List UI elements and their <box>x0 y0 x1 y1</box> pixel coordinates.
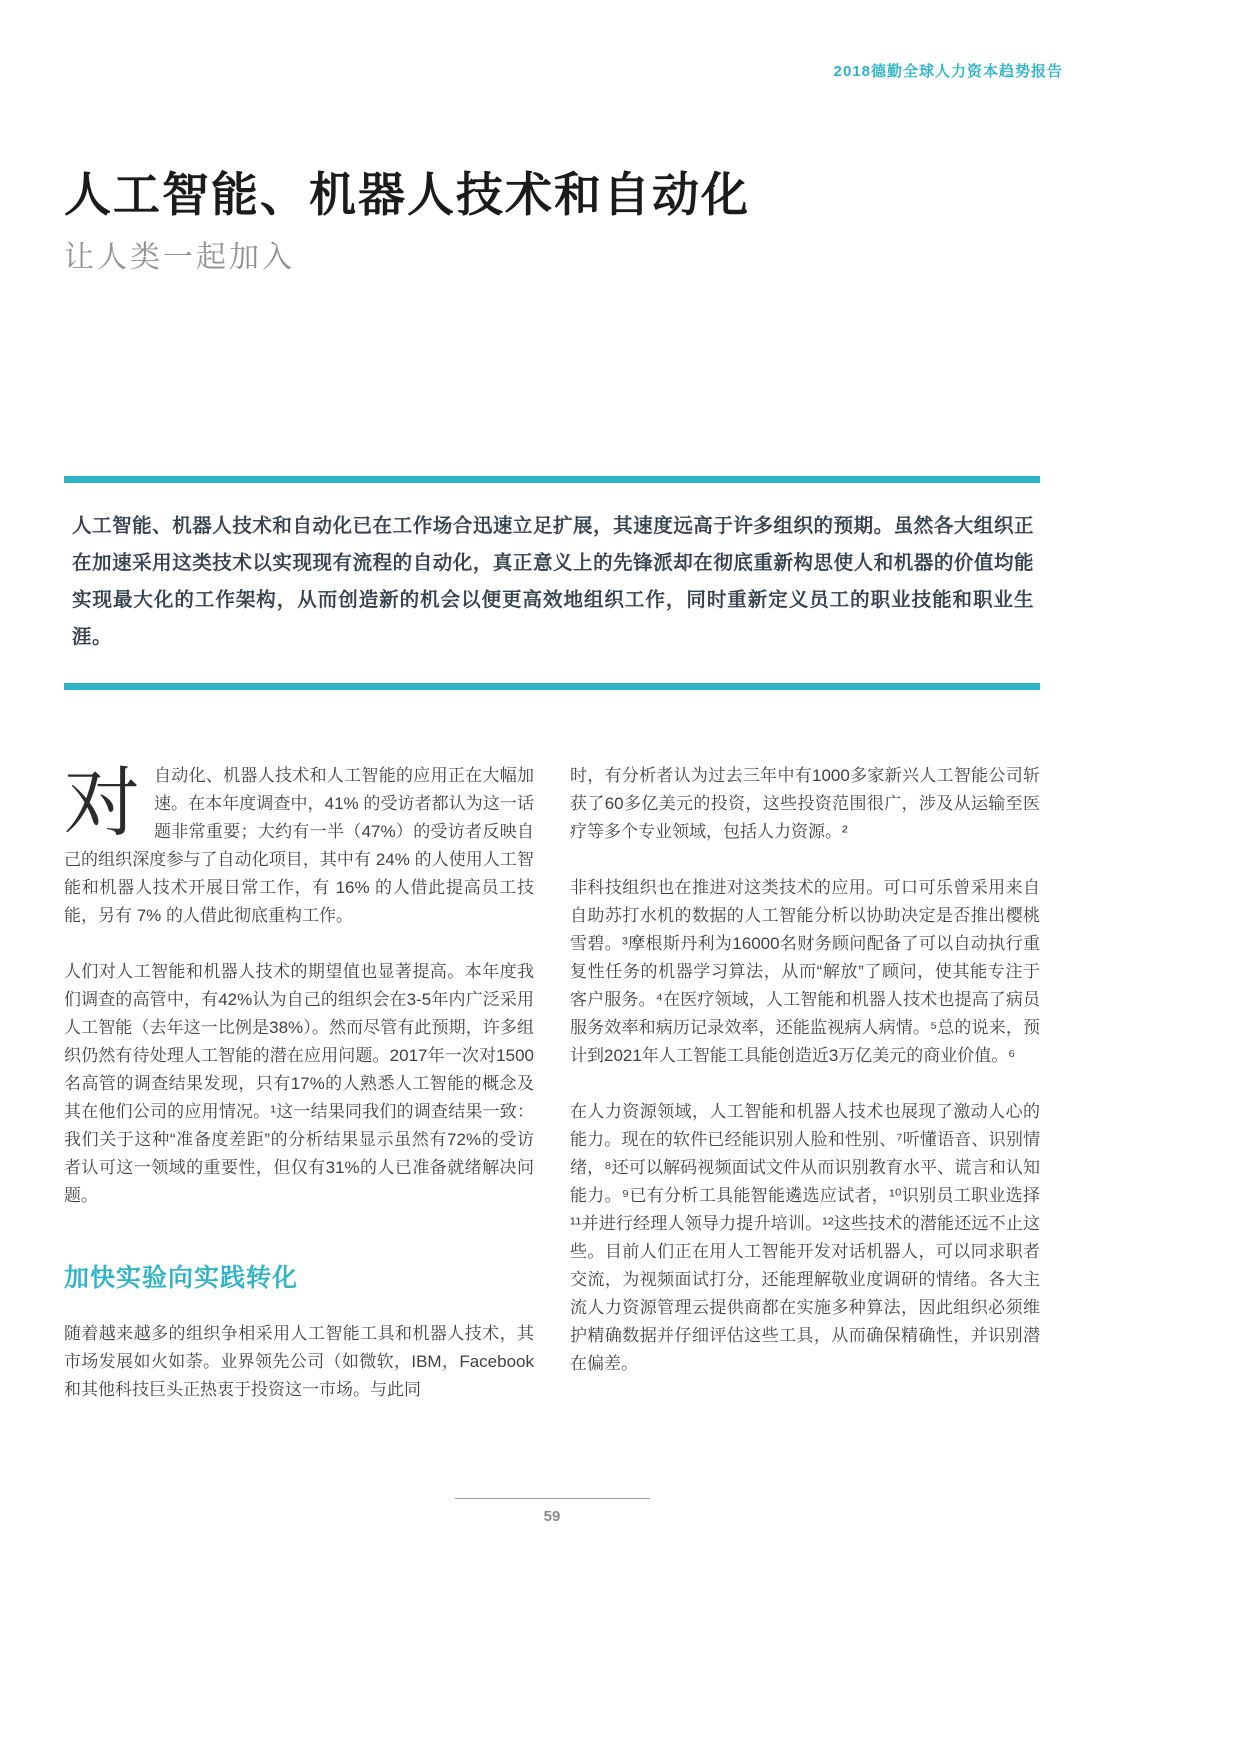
body-columns <box>64 762 1040 1432</box>
paragraph: 时，有分析者认为过去三年中有1000多家新兴人工智能公司斩获了60多亿美元的投资，这些投资范围很广，涉及从运输至医疗等多个专业领域，包括人力资源。² <box>570 766 1040 841</box>
paragraph: 人们对人工智能和机器人技术的期望值也显著提高。本年度我们调查的高管中，有42%认为自己的组织会在3-5年内广泛采用人工智能（去年这一比例是38%）。然而尽管有此预期，许多组织仍然有待处理人工智能的潜在应用问题。2017年一次对1500名高管的调查结果发现，只有17%的人熟悉人工智能的概念及其在他们公司的应用情况。¹这一结果同我们的调查结果一致：我们关于这种“准备度差距”的分析结果显示虽然有72%的受访者认可这一领域的重要性，但仅有31%的人已准备就绪解决问题。 <box>64 962 534 1205</box>
paragraph-intro-text: 自动化、机器人技术和人工智能的应用正在大幅加速。在本年度调查中，41% 的受访者都认为这一话题非常重要；大约有一半（47%）的受访者反映自己的组织深度参与了自动化项目，其中有 24% 的人使用人工智能和机器人技术开展日常工作，有 16% 的人借此提高员工技能，另有 7% 的人借此彻底重构工作。 <box>64 766 534 925</box>
footer-rule <box>455 1498 650 1499</box>
page-title: 人工智能、机器人技术和自动化 <box>64 168 750 221</box>
summary-block <box>64 476 1040 690</box>
paragraph-intro <box>64 762 534 930</box>
section-heading: 加快实验向实践转化 <box>64 1264 299 1292</box>
summary-text: 人工智能、机器人技术和自动化已在工作场合迅速立足扩展，其速度远高于许多组织的预期。虽然各大组织正在加速采用这类技术以实现现有流程的自动化，真正意义上的先锋派却在彻底重新构思使人和机器的价值均能实现最大化的工作架构，从而创造新的机会以便更高效地组织工作，同时重新定义员工的职业技能和职业生涯。 <box>72 515 1034 648</box>
page-subtitle: 让人类一起加入 <box>64 241 295 274</box>
page-number: 59 <box>543 1508 561 1525</box>
paragraph: 在人力资源领域，人工智能和机器人技术也展现了激动人心的能力。现在的软件已经能识别人脸和性别、⁷听懂语音、识别情绪，⁸还可以解码视频面试文件从而识别教育水平、谎言和认知能力。⁹已有分析工具能智能遴选应试者，¹⁰识别员工职业选择¹¹并进行经理人领导力提升培训。¹²这些技术的潜能还远不止这些。目前人们正在用人工智能开发对话机器人，可以同求职者交流，为视频面试打分，还能理解敬业度调研的情绪。各大主流人力资源管理云提供商都在实施多种算法，因此组织必须维护精确数据并仔细评估这些工具，从而确保精确性，并识别潜在偏差。 <box>570 1102 1040 1373</box>
right-column <box>570 762 1040 1432</box>
report-header: 2018德勤全球人力资本趋势报告 <box>833 63 1063 80</box>
dropcap: 对 <box>64 761 140 846</box>
paragraph: 随着越来越多的组织争相采用人工智能工具和机器人技术，其市场发展如火如荼。业界领先公司（如微软，IBM，Facebook和其他科技巨头正热衷于投资这一市场。与此同 <box>64 1324 534 1399</box>
paragraph: 非科技组织也在推进对这类技术的应用。可口可乐曾采用来自自助苏打水机的数据的人工智能分析以协助决定是否推出樱桃雪碧。³摩根斯丹利为16000名财务顾问配备了可以自动执行重复性任务的机器学习算法，从而“解放”了顾问，使其能专注于客户服务。⁴在医疗领域，人工智能和机器人技术也提高了病员服务效率和病历记录效率，还能监视病人病情。⁵总的说来，预计到2021年人工智能工具能创造近3万亿美元的商业价值。⁶ <box>570 878 1040 1065</box>
left-column <box>64 762 534 1432</box>
